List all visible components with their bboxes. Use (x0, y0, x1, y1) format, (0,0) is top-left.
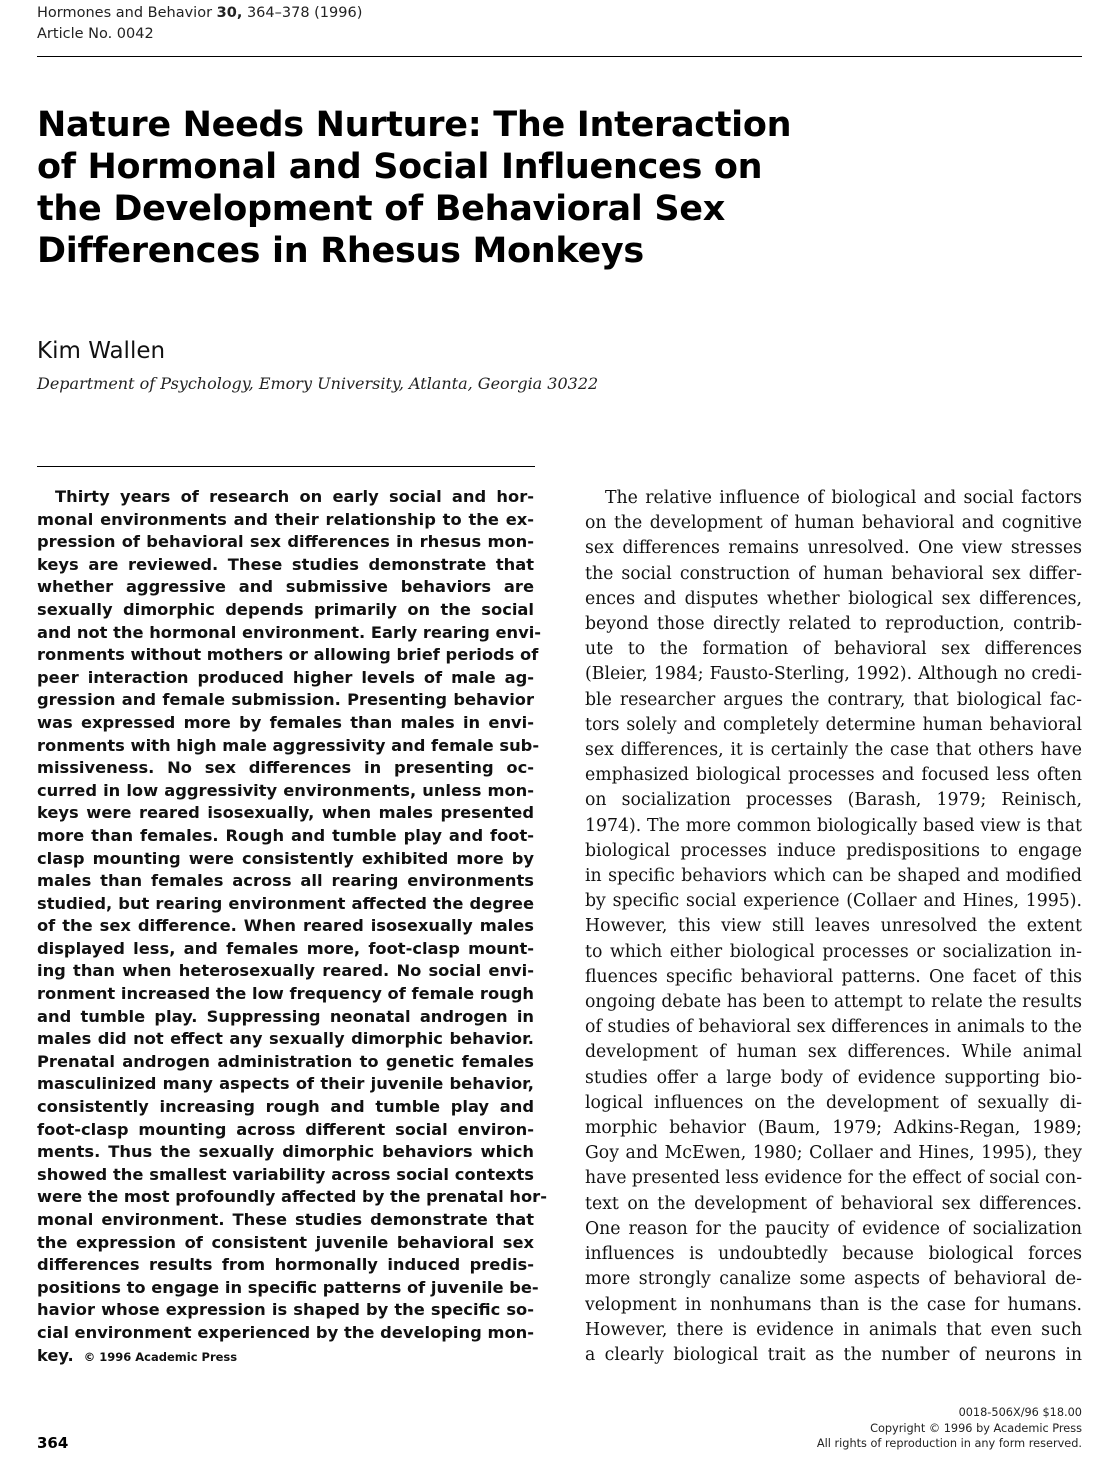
journal-name: Hormones and Behavior (37, 5, 213, 21)
body-line: Goy and McEwen, 1980; Collaer and Hines, 1995), they (585, 1143, 1082, 1164)
abstract-line: displayed less, and females more, foot-clasp mount- (37, 938, 534, 958)
body-line: One reason for the paucity of evidence of socialization (585, 1218, 1082, 1239)
abstract-line: males did not effect any sexually dimorphic behavior. (37, 1029, 534, 1049)
abstract-line: Prenatal androgen administration to genetic females (37, 1051, 534, 1071)
abstract-line: clasp mounting were consistently exhibited more by (37, 848, 534, 868)
abstract-line: keys were reared isosexually, when males presented (37, 803, 534, 823)
body-line: 1974). The more common biologically based view is that (585, 815, 1082, 836)
footer-rights: All rights of reproduction in any form reserved. (816, 1437, 1082, 1450)
abstract-line: consistently increasing rough and tumble play and (37, 1097, 534, 1117)
abstract-line: masculinized many aspects of their juvenile behavior, (37, 1074, 534, 1094)
body-line: (Bleier, 1984; Fausto-Sterling, 1992). Although no credi- (585, 664, 1082, 685)
abstract-line: were the most profoundly affected by the prenatal hor- (37, 1187, 547, 1207)
author-name: Kim Wallen (37, 338, 166, 364)
body-line: However, there is evidence in animals that even such (585, 1319, 1082, 1340)
abstract-line: ronments without mothers or allowing brief periods of (37, 645, 539, 665)
body-line: sex differences, it is certainly the case that others have (585, 740, 1082, 761)
body-line: more strongly canalize some aspects of behavioral de- (585, 1269, 1082, 1290)
journal-volume: 30, (216, 5, 243, 21)
abstract-last-word: key. (37, 1345, 74, 1365)
abstract-line: Thirty years of research on early social and hor- (55, 487, 534, 506)
abstract-line: cial environment experienced by the developing mon- (37, 1322, 534, 1342)
body-line: ble researcher argues the contrary, that biological fac- (585, 689, 1082, 710)
article-title (37, 104, 797, 272)
abstract-line: and tumble play. Suppressing neonatal androgen in (37, 1006, 534, 1026)
title-line: Nature Needs Nurture: The Interaction (37, 105, 792, 145)
body-line: on socialization processes (Barash, 1979; Reinisch, (585, 790, 1082, 811)
abstract-line: showed the smallest variability across social contexts (37, 1164, 534, 1184)
abstract-line: ronment increased the low frequency of female rough (37, 984, 534, 1004)
abstract-line: foot-clasp mounting across different social environ- (37, 1119, 534, 1139)
header-divider (37, 56, 1082, 57)
body-line: by specific social experience (Collaer and Hines, 1995). (585, 891, 1082, 912)
body-line: logical influences on the development of sexually di- (585, 1092, 1082, 1113)
abstract-line: ronments with high male aggressivity and female sub- (37, 735, 540, 755)
body-line: have presented less evidence for the effect of social con- (585, 1168, 1083, 1189)
body-line: ute to the formation of behavioral sex differences (585, 639, 1082, 660)
abstract-line: more than females. Rough and tumble play and foot- (37, 825, 534, 845)
abstract-line: peer interaction produced higher levels of male ag- (37, 667, 534, 687)
author-affiliation: Department of Psychology, Emory University, Atlanta, Georgia 30322 (37, 374, 599, 393)
title-line: Differences in Rhesus Monkeys (37, 231, 644, 271)
body-line: tors solely and completely determine human behavioral (585, 714, 1082, 735)
body-line: morphic behavior (Baum, 1979; Adkins-Regan, 1989; (585, 1118, 1082, 1139)
abstract-line: and not the hormonal environment. Early rearing envi- (37, 622, 542, 642)
title-line: of Hormonal and Social Influences on (37, 147, 763, 187)
abstract-line: ing than when heterosexually reared. No social envi- (37, 961, 534, 981)
abstract-line: positions to engage in specific patterns of juvenile be- (37, 1277, 539, 1297)
journal-citation (37, 3, 362, 24)
abstract-line: studied, but rearing environment affected the degree (37, 893, 534, 913)
abstract-line: keys are reviewed. These studies demonstrate that (37, 554, 534, 574)
abstract-line: havior whose expression is shaped by the specific so- (37, 1300, 534, 1320)
footer-code: 0018-506X/96 $18.00 (958, 1406, 1082, 1419)
journal-pages: 364–378 (1996) (246, 5, 363, 21)
body-line: beyond those directly related to reproduction, contrib- (585, 614, 1082, 635)
body-line: the social construction of human behavioral sex differ- (585, 563, 1082, 584)
journal-header (37, 3, 362, 45)
body-line: ences and disputes whether biological sex differences, (585, 588, 1082, 609)
abstract-line (37, 1345, 534, 1369)
abstract-line: pression of behavioral sex differences in rhesus mon- (37, 532, 534, 552)
abstract-line: monal environment. These studies demonstrate that (37, 1210, 534, 1229)
abstract-line: the expression of consistent juvenile behavioral sex (37, 1232, 534, 1252)
body-line: fluences specific behavioral patterns. One facet of this (585, 966, 1082, 987)
abstract-line: missiveness. No sex differences in presenting oc- (37, 758, 534, 778)
abstract-line: ments. Thus the sexually dimorphic behaviors which (37, 1142, 534, 1162)
title-line: the Development of Behavioral Sex (37, 189, 725, 229)
body-line: on the development of human behavioral and cognitive (585, 513, 1082, 534)
abstract-line: differences results from hormonally induced predis- (37, 1255, 534, 1275)
abstract-line: sexually dimorphic depends primarily on the social (37, 599, 534, 619)
abstract-copyright: © 1996 Academic Press (83, 1349, 238, 1364)
body-line: studies offer a large body of evidence supporting bio- (585, 1067, 1082, 1088)
abstract-divider (37, 466, 535, 467)
abstract-line: curred in low aggressivity environments, unless mon- (37, 780, 534, 800)
body-line: velopment in nonhumans than is the case for humans. (585, 1294, 1082, 1315)
body-line: in specific behaviors which can be shaped and modified (585, 866, 1082, 887)
body-line: The relative influence of biological and social factors (605, 488, 1082, 508)
abstract-line: gression and female submission. Presenting behavior (37, 690, 534, 710)
abstract (37, 486, 547, 1368)
abstract-line: of the sex difference. When reared isosexually males (37, 916, 534, 936)
abstract-line: males than females across all rearing environments (37, 871, 534, 891)
body-line: development of human sex differences. While animal (585, 1042, 1082, 1063)
body-line: to which either biological processes or socialization in- (585, 941, 1082, 962)
body-column (585, 486, 1082, 1368)
abstract-line: monal environments and their relationship to the ex- (37, 509, 534, 529)
body-line: sex differences remains unresolved. One view stresses (585, 538, 1082, 559)
footer-copyright: Copyright © 1996 by Academic Press (870, 1421, 1082, 1435)
abstract-line: was expressed more by females than males in envi- (37, 712, 534, 732)
body-line: text on the development of behavioral sex differences. (585, 1193, 1082, 1214)
body-line: emphasized biological processes and focused less often (585, 765, 1082, 786)
page-number: 364 (37, 1434, 69, 1452)
body-line: a clearly biological trait as the number of neurons in (585, 1344, 1082, 1365)
body-line: ongoing debate has been to attempt to relate the results (585, 992, 1082, 1013)
abstract-line: whether aggressive and submissive behaviors are (37, 577, 534, 597)
footer-publisher-info (817, 1405, 1082, 1452)
body-line: of studies of behavioral sex differences in animals to the (585, 1017, 1082, 1038)
body-line: influences is undoubtedly because biological forces (585, 1244, 1082, 1265)
article-number: Article No. 0042 (37, 26, 154, 42)
body-line: However, this view still leaves unresolved the extent (585, 916, 1082, 937)
body-line: biological processes induce predispositions to engage (585, 840, 1082, 861)
